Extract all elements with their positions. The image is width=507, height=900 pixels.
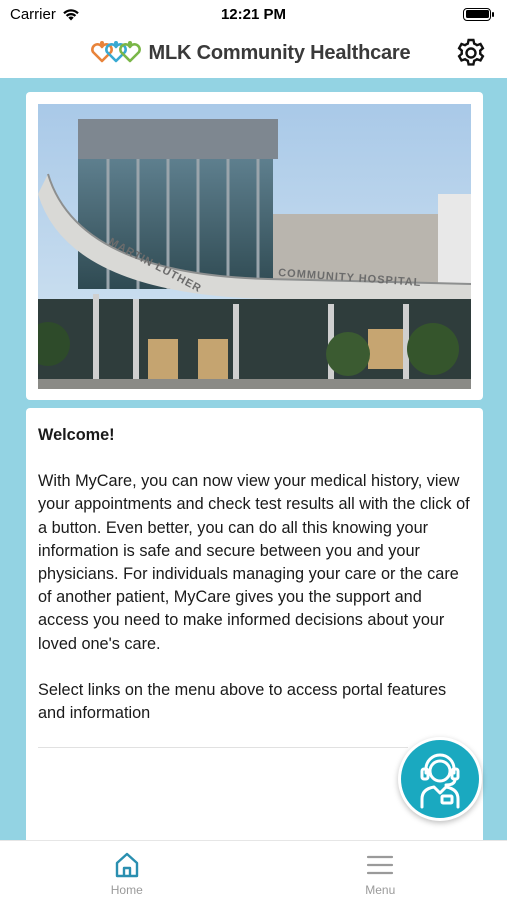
support-agent-icon bbox=[412, 749, 468, 809]
home-icon bbox=[113, 851, 141, 879]
hearts-logo-icon bbox=[89, 40, 143, 66]
gear-icon[interactable] bbox=[455, 37, 487, 69]
brand bbox=[89, 40, 411, 66]
status-time: 12:21 PM bbox=[220, 5, 287, 23]
app-header bbox=[0, 28, 507, 78]
svg-text:COMMUNITY HOSPITAL: COMMUNITY HOSPITAL bbox=[277, 267, 422, 290]
support-chat-button[interactable] bbox=[398, 737, 482, 821]
hospital-building-photo bbox=[38, 104, 471, 389]
welcome-instructions: Select links on the menu above to access portal features and information bbox=[38, 680, 447, 723]
battery-icon bbox=[463, 8, 491, 21]
tab-home[interactable] bbox=[0, 841, 254, 900]
main-content bbox=[0, 78, 507, 840]
hero-card bbox=[26, 92, 483, 400]
hamburger-icon bbox=[366, 851, 394, 879]
welcome-body: With MyCare, you can now view your medical history, view your appointments and check test results all with the click of a button. Even better, you can do all this knowing your information is safe and secure between you and your physicians. For individuals managing your care or the care of another patient, MyCare gives you the support and access you need to make informed decisions about your loved one's care. bbox=[38, 472, 470, 653]
welcome-title: Welcome! bbox=[38, 426, 115, 444]
tab-home-label: Home bbox=[110, 883, 143, 897]
carrier-label: Carrier bbox=[10, 5, 56, 23]
app-title: MLK Community Healthcare bbox=[148, 41, 411, 64]
status-bar bbox=[0, 0, 507, 28]
status-left bbox=[10, 6, 80, 23]
divider bbox=[38, 747, 408, 748]
svg-text:MARTIN LUTHER: MARTIN LUTHER bbox=[106, 236, 204, 296]
tab-menu-label: Menu bbox=[365, 883, 396, 897]
tab-bar bbox=[0, 840, 507, 900]
tab-menu[interactable] bbox=[254, 841, 507, 900]
wifi-icon bbox=[62, 8, 80, 21]
